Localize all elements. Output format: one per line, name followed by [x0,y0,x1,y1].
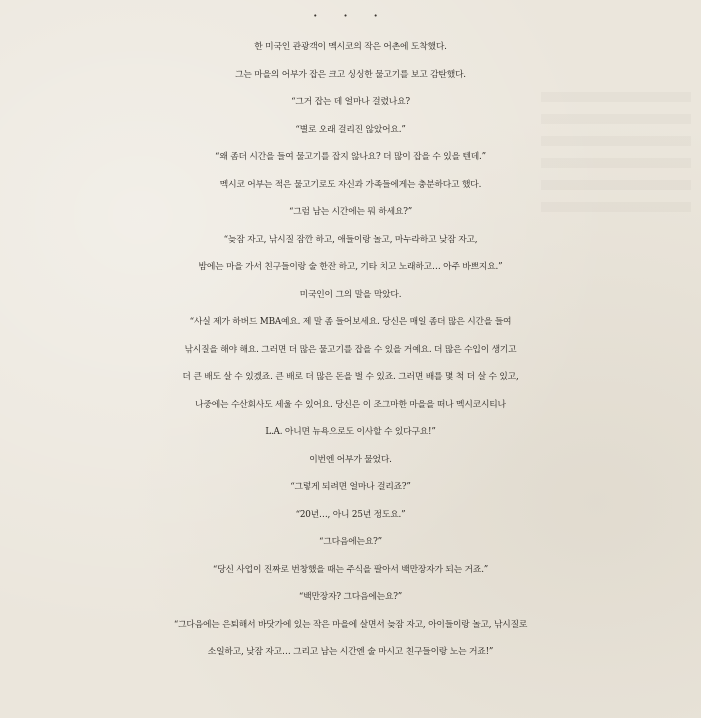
dialogue-line: L.A. 아니면 뉴욕으로도 이사할 수 있다구요!” [265,427,436,437]
dialogue-line: “그렇게 되려면 얼마나 걸리죠?” [290,482,411,492]
text-line: 이번엔 어부가 물었다. [309,454,392,465]
text-line: 한 미국인 관광객이 멕시코의 작은 어촌에 도착했다. [254,42,447,52]
dialogue-line: 밤에는 마을 가서 친구들이랑 술 한잔 하고, 기타 치고 노래하고… 아주 바쁘지요.” [198,262,503,272]
dialogue-line: 나중에는 수산회사도 세울 수 있어요. 당신은 이 조그마한 마을을 떠나 멕시코시티나 [195,399,506,410]
dialogue-line: “백만장자? 그다음에는요?” [298,592,403,602]
text-line: 그는 마을의 어부가 잡은 크고 싱싱한 물고기를 보고 감탄했다. [235,69,466,80]
dialogue-line: “20년…, 아니 25년 정도요.” [295,509,406,520]
dialogue-line: 낚시질을 해야 해요. 그러면 더 많은 물고기를 잡을 수 있을 거예요. 더 많은 수입이 생기고 [184,344,517,355]
dialogue-line: “늦잠 자고, 낚시질 잠깐 하고, 애들이랑 놀고, 마누라하고 낮잠 자고, [223,234,478,245]
dialogue-line: “그럼 남는 시간에는 뭐 하세요?” [288,207,413,217]
dialogue-line: “별로 오래 걸리진 않았어요.” [295,124,406,135]
dialogue-line: “당신 사업이 진짜로 번창했을 때는 주식을 팔아서 백만장자가 되는 거죠.” [212,564,489,575]
section-ornament: · · · [312,6,389,25]
dialogue-line: “그다음에는 은퇴해서 바닷가에 있는 작은 마을에 살면서 늦잠 자고, 아이들이랑 놀고, 낚시질로 [173,619,528,630]
dialogue-line: “왜 좀더 시간을 들여 물고기를 잡지 않나요? 더 많이 잡을 수 있을 텐데.” [215,152,486,162]
text-line: 멕시코 어부는 적은 물고기로도 자신과 가족들에게는 충분하다고 했다. [219,179,482,190]
dialogue-line: “사실 제가 하버드 MBA예요. 제 말 좀 들어보세요. 당신은 매일 좀더 많은 시간을 들여 [189,317,512,327]
dialogue-line: 소일하고, 낮잠 자고… 그리고 남는 시간엔 술 마시고 친구들이랑 노는 거죠!” [207,647,494,657]
dialogue-line: 더 큰 배도 살 수 있겠죠. 큰 배로 더 많은 돈을 벌 수 있죠. 그러면 배를 몇 척 더 살 수 있고, [182,372,519,382]
dialogue-line: “그거 잡는 데 얼마나 걸렸나요? [291,97,410,107]
dialogue-line: “그다음에는요?” [319,537,382,547]
text-line: 미국인이 그의 말을 막았다. [299,289,402,300]
page-body [0,34,701,667]
